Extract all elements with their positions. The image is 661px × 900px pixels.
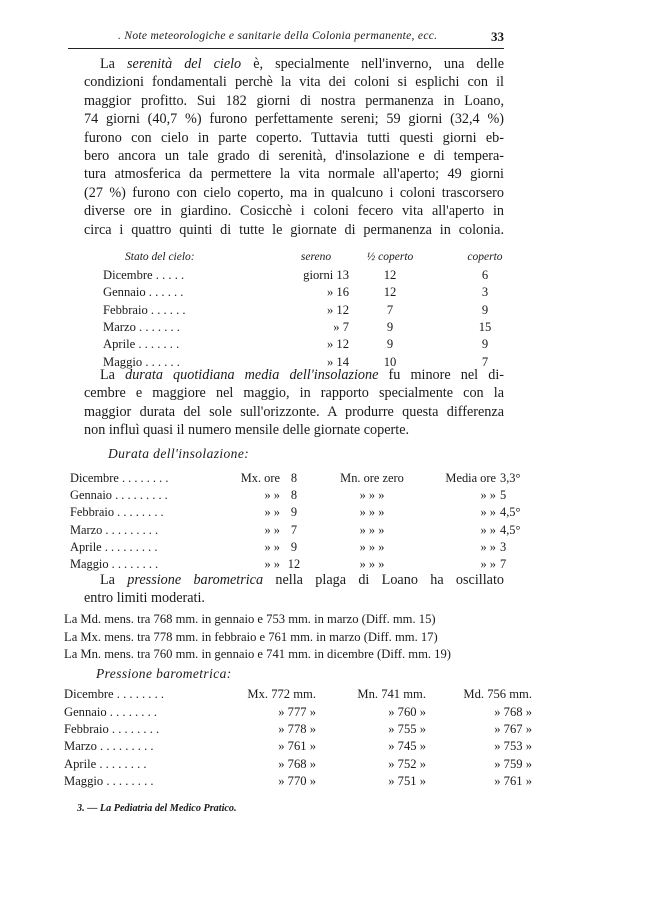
insolation-caption: Durata dell'insolazione:	[108, 446, 250, 461]
running-title: . Note meteorologiche e sanitarie della Colonia permanente, ecc.	[118, 30, 438, 42]
text-line: non influì quasi il numero mensile delle giornate coperte.	[84, 422, 410, 439]
paragraph-insolazione	[84, 366, 504, 440]
table-row: Dicembre . . . . . . . . Mx. ore 8 Mn. ore zero Media ore 3,3°	[70, 471, 521, 486]
signature-footer: 3. — La Pediatria del Medico Pratico.	[77, 803, 237, 814]
text-line: La durata quotidiana media dell'insolazione fu minore nel di-	[100, 367, 504, 383]
text-line: entro limiti moderati.	[84, 590, 205, 607]
running-header	[68, 28, 504, 49]
table-row: Maggio . . . . . . . . » 770 » » 751 » » 761 »	[64, 774, 532, 789]
table-row: Dicembre . . . . . . . . Mx. 772 mm. Mn. 741 mm. Md. 756 mm.	[64, 687, 532, 702]
text-line: maggior durata del sole sull'orizzonte. A produrre questa differenza	[84, 403, 504, 420]
text-line: La pressione barometrica nella plaga di Loano ha oscillato	[100, 572, 505, 588]
text-line: diverse ore in giardino. Cosicchè i coloni fecero vita all'aperto in	[84, 203, 504, 220]
text-line: (27 %) furono con cielo coperto, ma in qualcuno i coloni trascorsero	[84, 184, 504, 201]
table-row: Maggio . . . . . . » 14 10 7	[103, 354, 489, 369]
paragraph-serenita	[84, 55, 504, 239]
table-row: Gennaio . . . . . . » 16 12 3	[103, 285, 489, 300]
summary-line: La Mx. mens. tra 778 mm. in febbraio e 761 mm. in marzo (Diff. mm. 17)	[64, 629, 438, 644]
sky-state-table	[103, 247, 539, 371]
table-row: Gennaio . . . . . . . . » 777 » » 760 » » 768 »	[64, 704, 532, 719]
text-line: cembre e maggiore nel maggio, in rapporto specialmente con la	[84, 385, 504, 402]
table-row: Aprile . . . . . . . . . » » 9 » » » » » 3	[70, 539, 507, 554]
page-number: 33	[491, 29, 504, 44]
text-line: La serenità del cielo è, specialmente nell'inverno, una delle	[100, 56, 504, 72]
pressure-monthly-summary	[64, 612, 504, 665]
table-row: Marzo . . . . . . . . . » 761 » » 745 » » 753 »	[64, 739, 532, 754]
insolation-table	[70, 470, 532, 573]
pressure-caption: Pressione barometrica:	[96, 666, 232, 681]
text-line: circa i quattro quinti di tutte le giornate di permanenza in colonia.	[84, 221, 504, 238]
table-row: Febbraio . . . . . . . . » » 9 » » » » » 4,5°	[70, 505, 521, 520]
table-row: Gennaio . . . . . . . . . » » 8 » » » » » 5	[70, 488, 507, 503]
summary-line: La Md. mens. tra 768 mm. in gennaio e 753 mm. in marzo (Diff. mm. 15)	[64, 612, 436, 626]
text-line: maggior profitto. Sui 182 giorni di nostra permanenza in Loano,	[84, 92, 504, 109]
text-line: 74 giorni (40,7 %) furono perfettamente sereni; 59 giorni (32,4 %)	[84, 111, 504, 128]
table-row: Aprile . . . . . . . » 12 9 9	[103, 337, 489, 352]
table-row: Marzo . . . . . . . » 7 9 15	[103, 320, 492, 335]
text-line: furono con cielo in parte coperto. Tuttavia tutti questi giorni eb-	[84, 129, 504, 146]
pressure-table	[64, 686, 532, 790]
table-row: Febbraio . . . . . . » 12 7 9	[103, 302, 489, 317]
table-row: Dicembre . . . . . giorni 13 12 6	[103, 268, 489, 283]
table-row: Maggio . . . . . . . . » » 12 » » » » » 7	[70, 557, 507, 572]
text-line: bero ancora un tale grado di serenità, d'insolazione e di tempera-	[84, 147, 504, 164]
paragraph-pressione	[84, 571, 504, 608]
summary-line: La Mn. mens. tra 760 mm. in gennaio e 741 mm. in dicembre (Diff. mm. 19)	[64, 647, 451, 661]
table-row: Febbraio . . . . . . . . » 778 » » 755 » » 767 »	[64, 721, 532, 736]
table-row: Marzo . . . . . . . . . » » 7 » » » » » 4,5°	[70, 522, 521, 537]
table-row: Aprile . . . . . . . . » 768 » » 752 » » 759 »	[64, 756, 532, 771]
table-header: Stato del cielo: sereno ½ coperto coperto	[125, 251, 503, 263]
text-line: condizioni fondamentali perchè la vita dei coloni si esplichi con il	[84, 74, 504, 91]
text-line: tura atmosferica da permettere la vita normale all'aperto; 49 giorni	[84, 166, 504, 183]
